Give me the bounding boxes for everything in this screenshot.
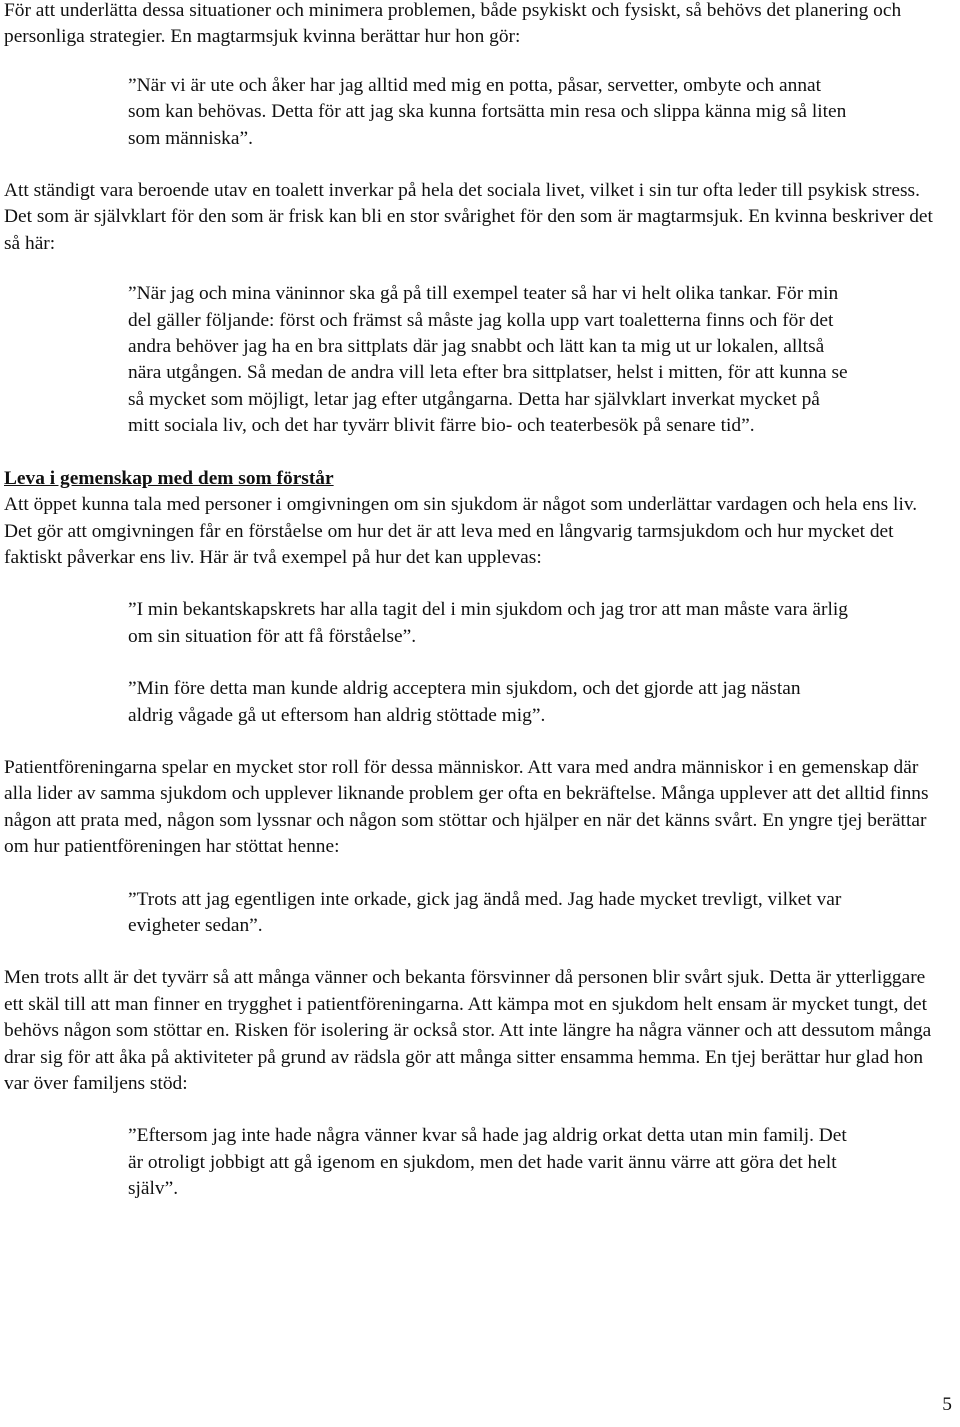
quote-travel: ”När vi är ute och åker har jag alltid med mig en potta, påsar, servetter, ombyte och annat som kan behövas. Detta för att jag ska kunna fortsätta min resa och slippa känna mig så liten som människa”.: [128, 74, 847, 149]
quote-young-girl: ”Trots att jag egentligen inte orkade, gick jag ändå med. Jag hade mycket trevligt, vilket var evigheter sedan”.: [128, 888, 842, 936]
paragraph-open-talk: Att öppet kunna tala med personer i omgivningen om sin sjukdom är något som underlättar vardagen och hela ens liv. Det gör att omgivningen får en förståelse om hur det är att leva med en långvarig tarmsjukdom och hur mycket det faktiskt påverkar ens liv. Här är två exempel på hur det kan upplevas:: [4, 494, 918, 568]
section-heading: Leva i gemenskap med dem som förstår: [4, 467, 334, 489]
quote-family-support: ”Eftersom jag inte hade några vänner kvar så hade jag aldrig orkat detta utan min familj. Det är otroligt jobbigt att gå igenom en sjukdom, men det hade varit ännu värre att göra det helt själv”.: [128, 1125, 847, 1200]
quote-theater: ”När jag och mina väninnor ska gå på till exempel teater så har vi helt olika tankar. För min del gäller följande: först och främst så måste jag kolla upp vart toaletterna finns och för det andra behöver jag ha en bra sittplats där jag snabbt och lätt kan ta mig ut ur lokalen, alltså nära utgången. Så medan de andra vill leta efter bra sittplatser, helst i mitten, för att kunna se så mycket som möjligt, letar jag efter utgångarna. Detta har självklart inverkat mycket på mitt sociala liv, och det har tyvärr blivit färre bio- och teaterbesök på senare tid”.: [128, 283, 848, 437]
paragraph-toilet-dependence: Att ständigt vara beroende utav en toalett inverkar på hela det sociala livet, vilket i sin tur ofta leder till psykisk stress. Det som är självklart för den som är frisk kan bli en stor svårighet för den som är magtarmsjuk. En kvinna beskriver det så här:: [4, 180, 933, 254]
paragraph-isolation: Men trots allt är det tyvärr så att många vänner och bekanta försvinner då personen blir svårt sjuk. Detta är ytterliggare ett skäl till att man finner en trygghet i patientföreningarna. Att kämpa mot en sjukdom helt ensam är mycket tungt, det behövs någon som stöttar en. Risken för isolering är också stor. Att inte längre ha några vänner och att dessutom många drar sig för att åka på aktiviteter på grund av rädsla gör att många sitter ensamma hemma. En tjej berättar hur glad hon var över familjens stöd:: [4, 967, 932, 1094]
quote-former-husband: ”Min före detta man kunde aldrig acceptera min sjukdom, och det gjorde att jag nästan aldrig vågade gå ut eftersom han aldrig stöttade mig”.: [128, 678, 801, 726]
quote-acquaintances: ”I min bekantskapskrets har alla tagit del i min sjukdom och jag tror att man måste vara ärlig om sin situation för att få förståelse”.: [128, 599, 848, 647]
document-page: [4, 0, 939, 1203]
paragraph-patient-associations: Patientföreningarna spelar en mycket stor roll för dessa människor. Att vara med andra människor i en gemenskap där alla lider av samma sjukdom och upplever liknande problem ger ofta en bekräftelse. Många upplever att det alltid finns någon att prata med, någon som lyssnar och någon som stöttar och hjälper en när det känns svårt. En yngre tjej berättar om hur patientföreningen har stöttat henne:: [4, 756, 929, 858]
paragraph-strategies: För att underlätta dessa situationer och minimera problemen, både psykiskt och fysiskt, så behövs det planering och personliga strategier. En magtarmsjuk kvinna berättar hur hon gör:: [4, 0, 902, 48]
page-number: 5: [942, 1394, 952, 1415]
